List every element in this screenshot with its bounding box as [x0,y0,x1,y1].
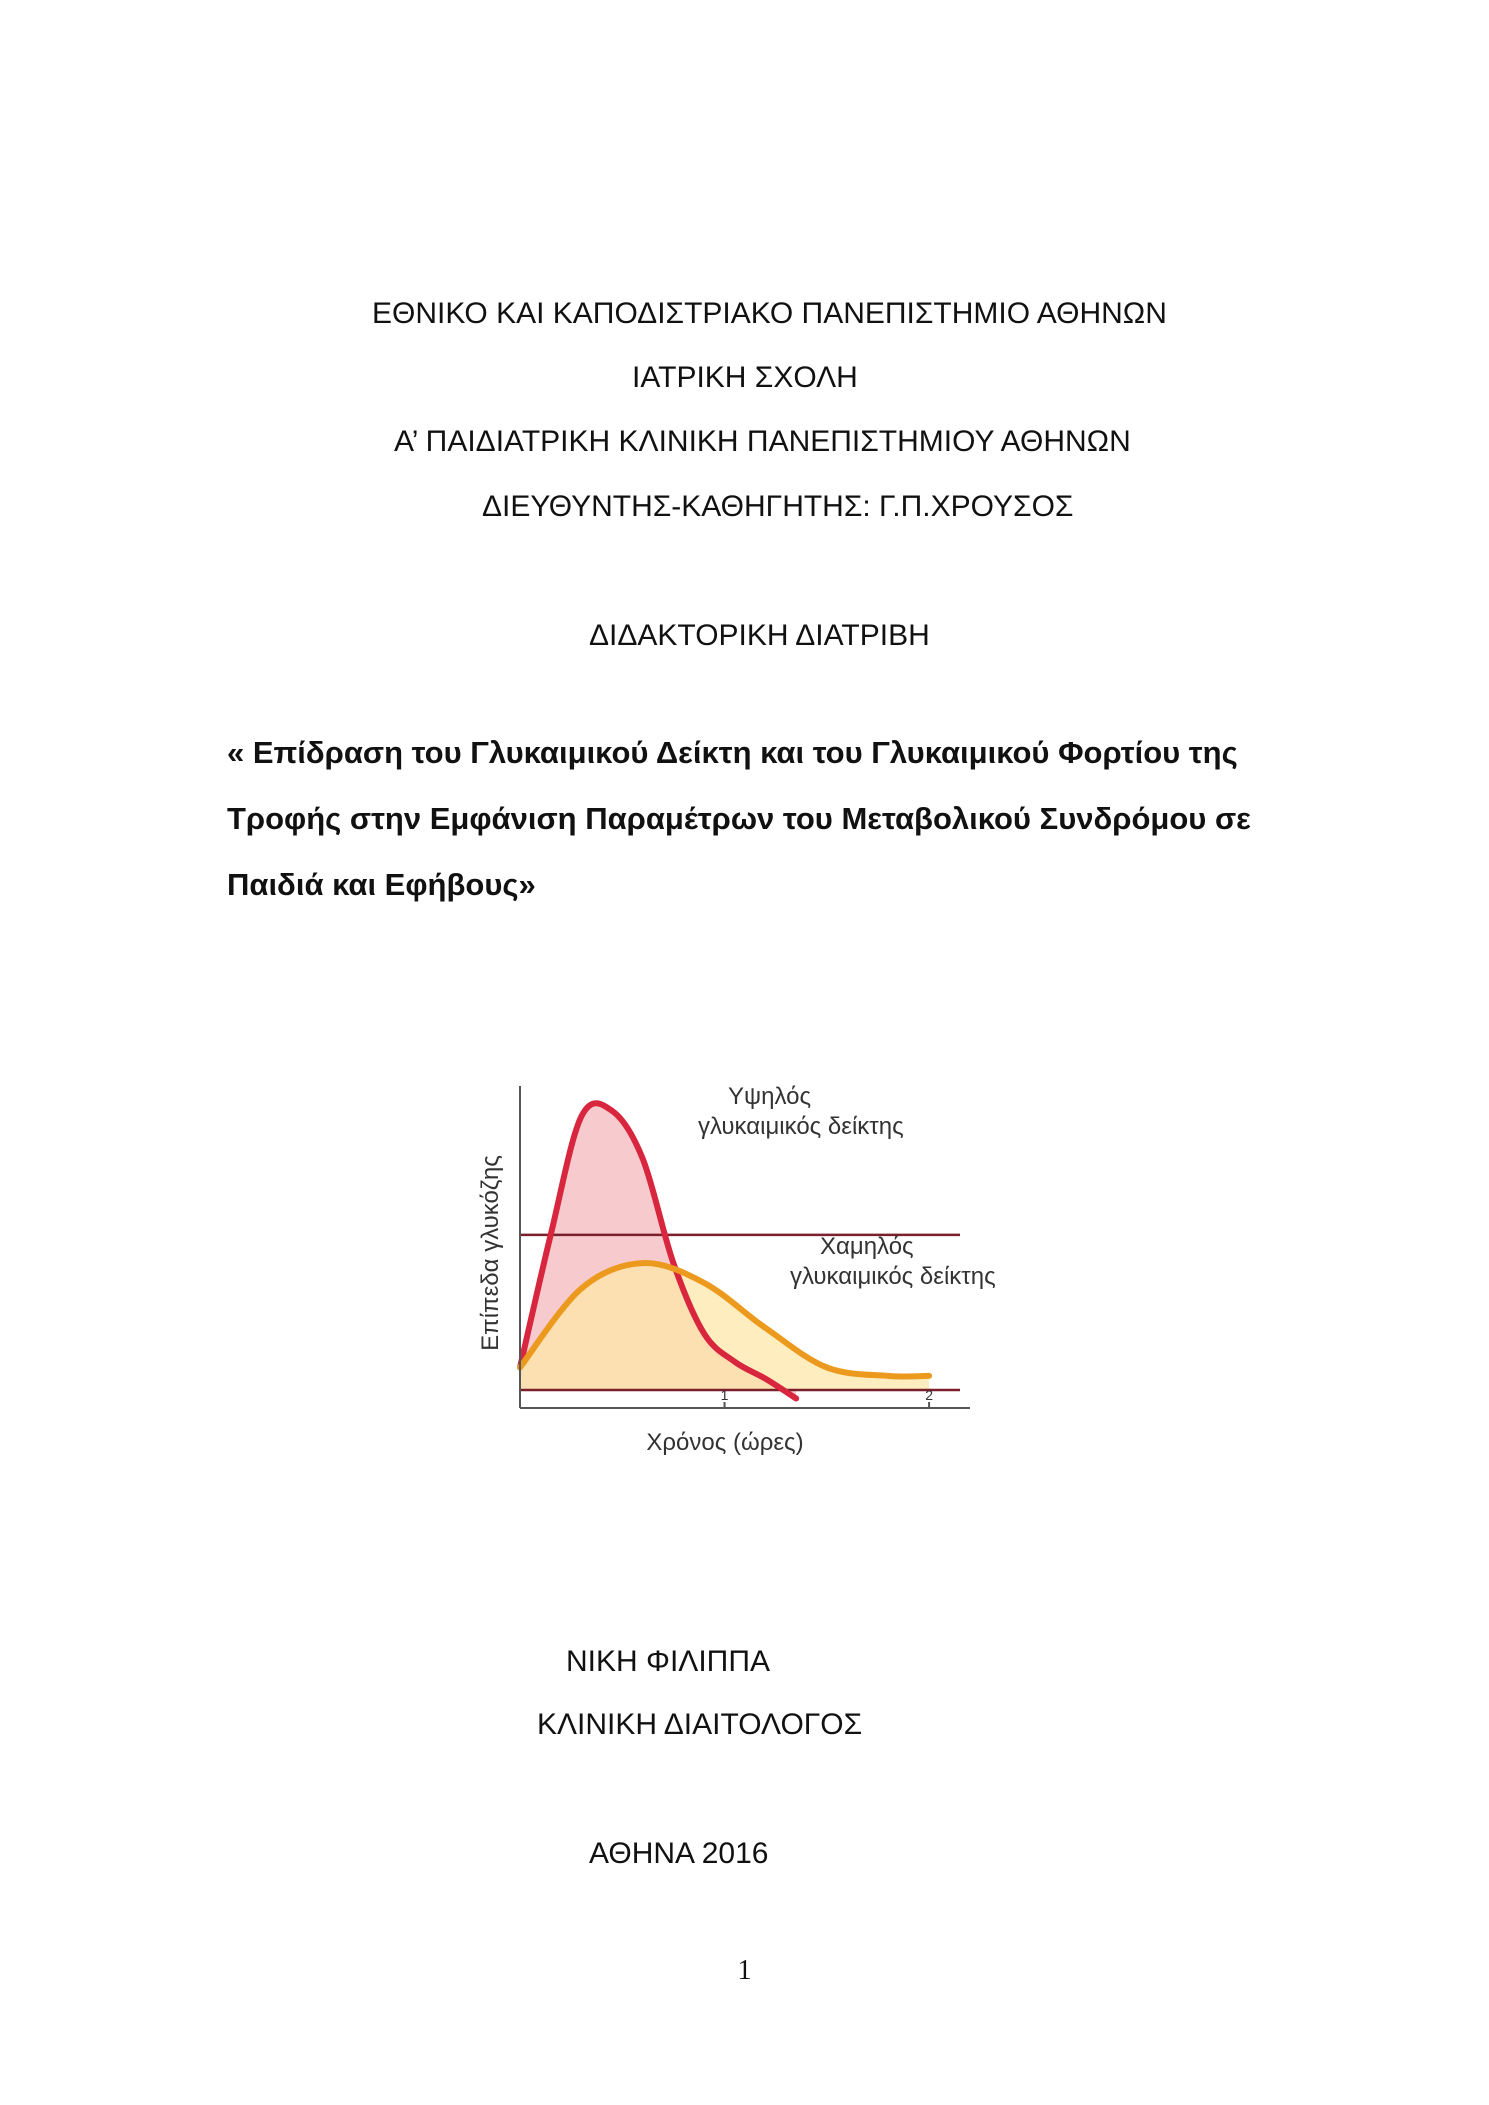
annotation-0-line-0: Υψηλός [728,1083,812,1110]
y-axis-label: Επίπεδα γλυκόζης [477,1155,504,1351]
page-number: 1 [737,1955,752,1986]
annotation-1 [790,1233,996,1290]
author-role: ΚΛΙΝΙΚΗ ΔΙΑΙΤΟΛΟΓΟΣ [537,1708,863,1741]
x-tick-label-1: 2 [925,1387,933,1403]
header-director: ΔΙΕΥΘΥΝΤΗΣ-ΚΑΘΗΓΗΤΗΣ: Γ.Π.ΧΡΟΥΣΟΣ [482,490,1074,523]
annotation-0-line-1: γλυκαιμικός δείκτης [698,1113,904,1140]
x-axis-label: Χρόνος (ώρες) [646,1429,804,1456]
header-university: ΕΘΝΙΚΟ ΚΑΙ ΚΑΠΟΔΙΣΤΡΙΑΚΟ ΠΑΝΕΠΙΣΤΗΜΙΟ ΑΘΗΝΩΝ [372,297,1167,330]
place-year: ΑΘΗΝΑ 2016 [589,1837,769,1870]
annotation-1-line-0: Χαμηλός [820,1233,914,1260]
thesis-title-line-3: Παιδιά και Εφήβους» [227,867,536,902]
annotation-1-line-1: γλυκαιμικός δείκτης [790,1263,996,1290]
thesis-title-line-2: Τροφής στην Εμφάνιση Παραμέτρων του Μεταβολικού Συνδρόμου σε [227,801,1251,836]
annotation-0 [698,1083,904,1140]
header-school: ΙΑΤΡΙΚΗ ΣΧΟΛΗ [632,361,858,394]
author-name: ΝΙΚΗ ΦΙΛΙΠΠΑ [566,1645,770,1678]
document-type: ΔΙΔΑΚΤΟΡΙΚΗ ΔΙΑΤΡΙΒΗ [589,619,930,652]
thesis-title [227,720,1277,918]
x-tick-label-0: 1 [720,1387,729,1403]
header-clinic: Α’ ΠΑΙΔΙΑΤΡΙΚΗ ΚΛΙΝΙΚΗ ΠΑΝΕΠΙΣΤΗΜΙΟΥ ΑΘΗΝΩΝ [394,425,1131,458]
glycemic-index-chart [470,1068,1130,1460]
thesis-title-line-1: « Επίδραση του Γλυκαιμικού Δείκτη και του Γλυκαιμικού Φορτίου της [227,735,1238,770]
